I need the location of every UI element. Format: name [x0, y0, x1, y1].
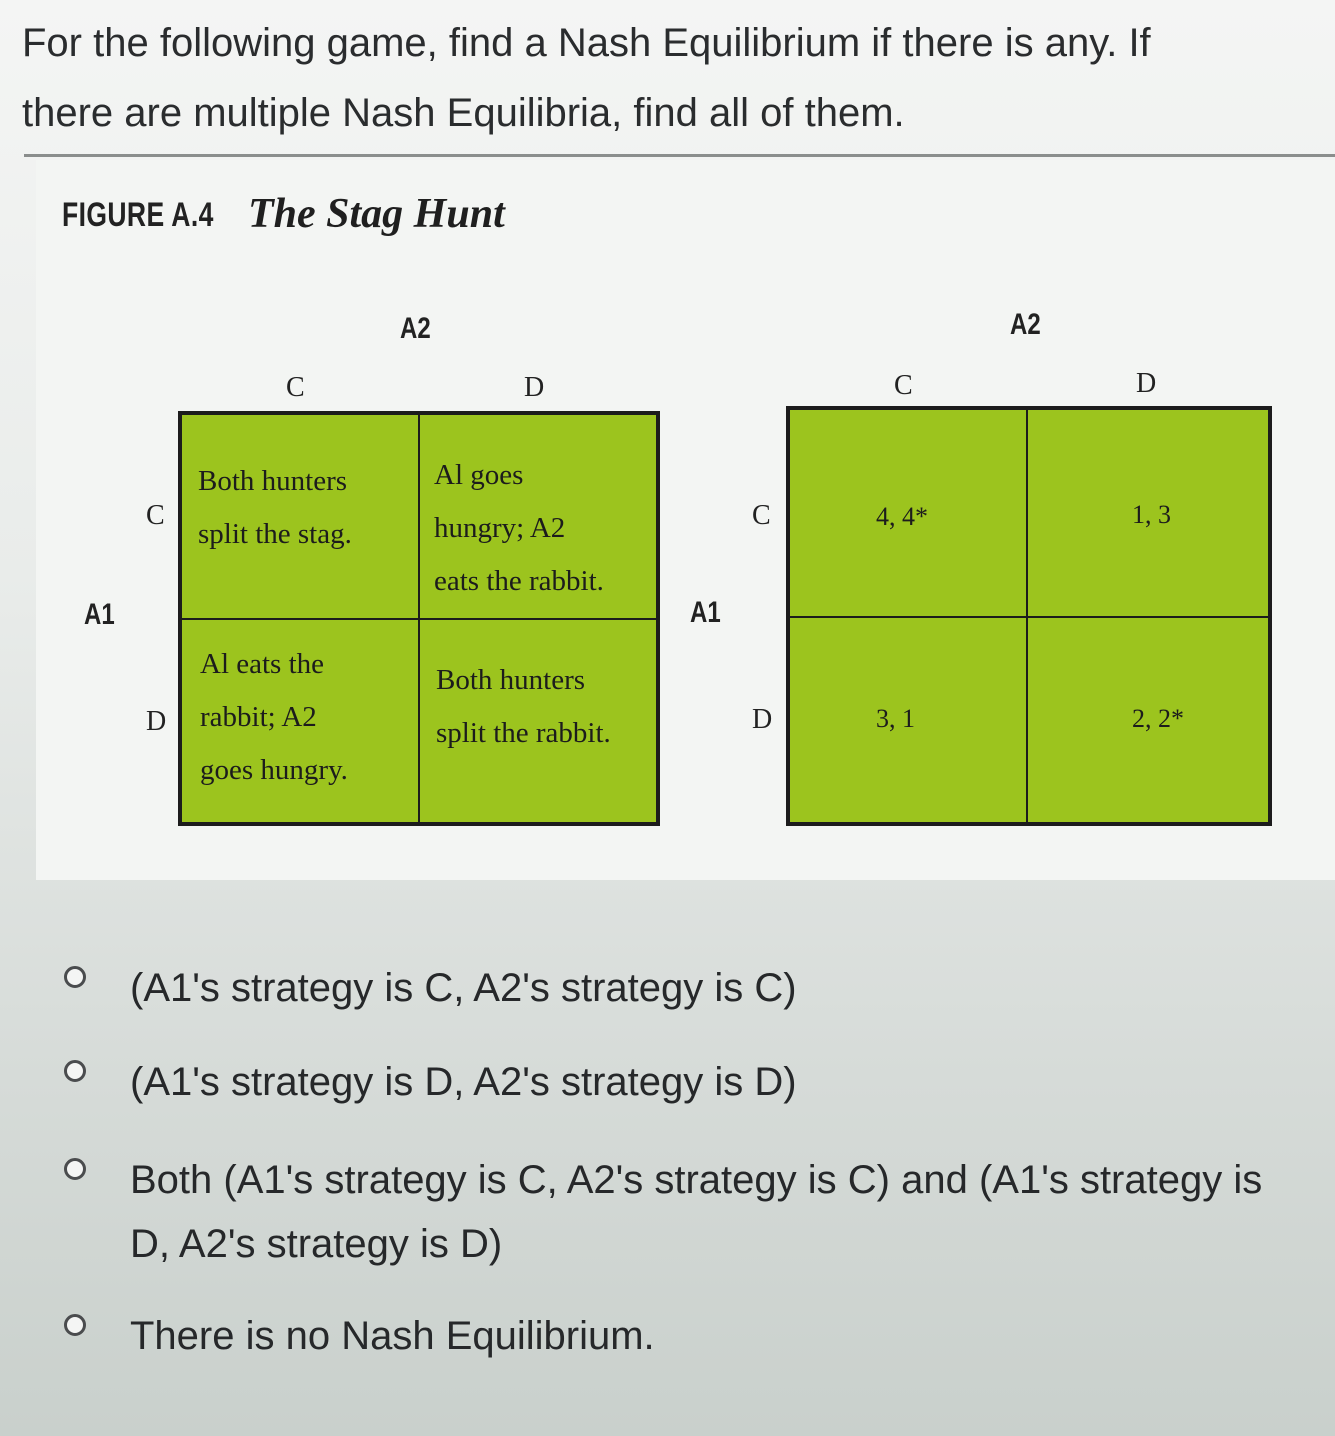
option-label-line-1[interactable]: Both (A1's strategy is C, A2's strategy is C) and (A1's strategy is	[130, 1158, 1263, 1202]
right-row-strategy-d: D	[752, 704, 773, 735]
figure-title: The Stag Hunt	[248, 191, 505, 237]
option-label[interactable]: (A1's strategy is C, A2's strategy is C)	[130, 966, 797, 1010]
left-cell-dd-text: Both hunters split the rabbit.	[436, 664, 611, 749]
right-payoff-matrix	[786, 406, 1272, 826]
right-cell-dd-payoff: 2, 2*	[1132, 704, 1184, 733]
right-cell-dd	[1027, 617, 1269, 823]
right-cell-dc	[789, 617, 1027, 823]
option-label[interactable]	[130, 1148, 1262, 1276]
left-cell-dd	[419, 619, 657, 823]
left-col-strategy-c: C	[286, 372, 305, 403]
right-cell-cd	[1027, 409, 1269, 617]
left-row-player-label: A1	[84, 598, 115, 631]
radio-button[interactable]	[64, 1158, 86, 1180]
option-both[interactable]	[64, 1148, 1262, 1276]
left-col-player-label: A2	[400, 312, 431, 345]
question-line-2: there are multiple Nash Equilibria, find all of them.	[22, 91, 905, 135]
right-cell-cc	[789, 409, 1027, 617]
left-cell-cc-text: Both hunters split the stag.	[198, 465, 352, 550]
left-row-strategy-d: D	[146, 706, 167, 737]
right-cell-dc-payoff: 3, 1	[876, 704, 915, 733]
right-col-strategy-d: D	[1136, 368, 1157, 399]
left-col-strategy-d: D	[524, 372, 545, 403]
left-cell-cd-text: Al goes hungry; A2 eats the rabbit.	[434, 459, 604, 597]
question-line-1: For the following game, find a Nash Equilibrium if there is any. If	[22, 21, 1151, 65]
left-cell-dc-text: Al eats the rabbit; A2 goes hungry.	[200, 648, 348, 786]
left-cell-cd	[419, 414, 657, 619]
left-row-strategy-c: C	[146, 500, 165, 531]
option-cc[interactable]	[64, 956, 797, 1020]
radio-button[interactable]	[64, 1060, 86, 1082]
divider	[24, 154, 1335, 157]
right-row-strategy-c: C	[752, 500, 771, 531]
right-col-strategy-c: C	[894, 370, 913, 401]
right-cell-cd-payoff: 1, 3	[1132, 500, 1171, 529]
left-cell-dc	[181, 619, 419, 823]
right-row-player-label: A1	[690, 596, 721, 629]
radio-button[interactable]	[64, 966, 86, 988]
radio-button[interactable]	[64, 1314, 86, 1336]
question-text	[22, 8, 1312, 148]
option-dd[interactable]	[64, 1050, 797, 1114]
right-col-player-label: A2	[1010, 308, 1041, 341]
left-payoff-matrix	[178, 411, 660, 826]
option-label[interactable]: (A1's strategy is D, A2's strategy is D)	[130, 1060, 797, 1104]
right-cell-cc-payoff: 4, 4*	[876, 502, 928, 531]
left-cell-cc	[181, 414, 419, 619]
option-label-line-2[interactable]: D, A2's strategy is D)	[130, 1222, 503, 1266]
option-label[interactable]: There is no Nash Equilibrium.	[130, 1314, 655, 1358]
figure-label: FIGURE A.4	[62, 196, 214, 234]
option-none[interactable]	[64, 1304, 655, 1368]
